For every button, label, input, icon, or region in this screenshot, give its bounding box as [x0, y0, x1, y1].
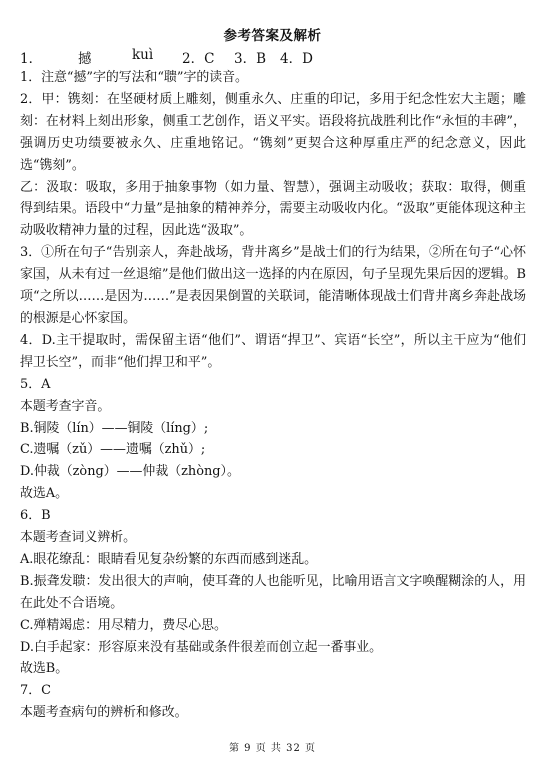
paragraph: C.殚精竭虑：用尽精力，费尽心思。 — [20, 617, 227, 633]
paragraph: 1．注意“撼”字的写法和“聩”字的读音。 — [20, 70, 248, 85]
answer-1-char: 撼 — [78, 51, 92, 67]
paragraph: 5．A — [20, 376, 51, 392]
answer-1-number: 1． — [20, 51, 43, 67]
page-title: 参考答案及解析 — [223, 28, 322, 44]
paragraph: 故选B。 — [20, 661, 69, 677]
paragraph: 故选A。 — [20, 486, 68, 502]
paragraph: B.铜陵（lín）——铜陵（líng）; — [20, 420, 209, 436]
answer-4: 4．D — [280, 51, 313, 67]
paragraph: 2．甲：镌刻：在坚硬材质上雕刻，侧重永久、庄重的印记，多用于纪念性宏大主题；雕刻：在材料上刻出形象，侧重工艺创作，语义平实。语段将抗战胜利比作“永恒的丰碑”，强调历史功绩要被永久、庄重地铭记。“镌刻”更契合这种厚重庄严的纪念意义，因此选“镌刻”。 — [20, 91, 526, 173]
explanation-body — [20, 67, 526, 724]
paragraph: D.仲裁（zòng）——仲裁（zhòng）。 — [20, 464, 240, 480]
paragraph: 本题考查词义辨析。 — [20, 530, 137, 546]
paragraph: 7．C — [20, 683, 51, 699]
paragraph: C.遗嘱（zǔ）——遗嘱（zhǔ）; — [20, 442, 206, 458]
paragraph: 本题考查病句的辨析和修改。 — [20, 705, 188, 721]
paragraph: 4．D.主干提取时，需保留主语“他们”、谓语“捍卫”、宾语“长空”，所以主干应为“他们捍卫长空”，而非“他们捍卫和平”。 — [20, 332, 526, 370]
answer-row — [20, 47, 530, 67]
answer-1-pinyin: kuì — [132, 47, 154, 63]
paragraph: 3．①所在句子“告别亲人，奔赴战场，背井离乡”是战士们的行为结果，②所在句子“心怀家国，从未有过一丝退缩”是他们做出这一选择的内在原因，句子呈现先果后因的逻辑。B项“之所以……是因为……”是表因果倒置的关联词，能清晰体现战士们背井离乡奔赴战场的根源是心怀家国。 — [20, 245, 526, 326]
paragraph: 乙：汲取：吸取，多用于抽象事物（如力量、智慧），强调主动吸收；获取：取得，侧重得到结果。语段中“力量”是抽象的精神养分，需要主动吸收内化。“汲取”更能体现这种主动吸收精神力量的过程，因此选“汲取”。 — [20, 179, 526, 239]
answer-3: 3．B — [234, 51, 267, 67]
paragraph: D.白手起家：形容原来没有基础或条件很差而创立起一番事业。 — [20, 639, 383, 655]
paragraph: B.振聋发聩：发出很大的声响，使耳聋的人也能听见，比喻用语言文字唤醒糊涂的人，用在此处不合语境。 — [20, 573, 526, 611]
page-footer: 第 9 页 共 32 页 — [229, 743, 316, 754]
answer-2: 2．C — [182, 51, 215, 67]
paragraph: 本题考查字音。 — [20, 398, 111, 414]
paragraph: A.眼花缭乱：眼睛看见复杂纷繁的东西而感到迷乱。 — [20, 551, 317, 567]
paragraph: 6．B — [20, 508, 51, 524]
